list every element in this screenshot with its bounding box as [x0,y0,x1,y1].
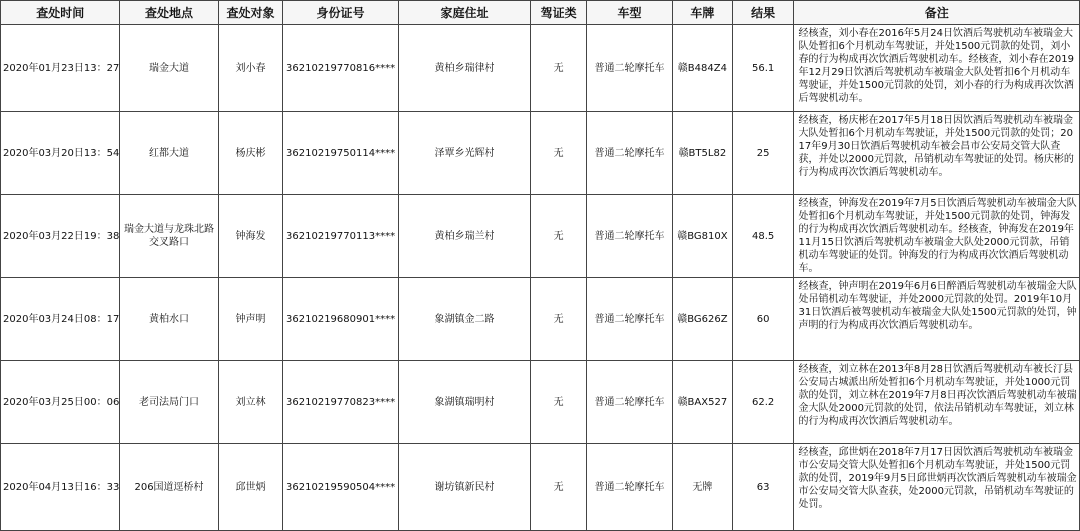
cell-time: 2020年03月22日19：38 [1,195,120,278]
table-row [1,112,1080,195]
cell-plate: 无牌 [673,444,733,531]
cell-place: 老司法局门口 [120,361,218,444]
header-person: 查处对象 [218,1,283,25]
cell-person: 杨庆彬 [218,112,283,195]
header-result: 结果 [732,1,794,25]
cell-address: 黄柏乡瑞兰村 [398,195,531,278]
cell-person: 钟声明 [218,278,283,361]
header-license-type: 驾证类 [531,1,587,25]
cell-id-number: 36210219750114**** [283,112,398,195]
cell-person: 刘小春 [218,25,283,112]
header-id-number: 身份证号 [283,1,398,25]
header-time: 查处时间 [1,1,120,25]
cell-remark: 经核查，钟海发在2019年7月5日饮酒后驾驶机动车被瑞金大队处暂扣6个月机动车驾驶证，并处1500元罚款的处罚，钟海发的行为构成再次饮酒后驾驶机动车。经核查，钟海发在2019年11月15日饮酒后驾驶机动车被瑞金大队处2000元罚款，吊销机动车驾驶证的处罚。钟海发的行为构成再次饮酒后驾驶机动车。 [794,195,1080,278]
cell-address: 泽覃乡光辉村 [398,112,531,195]
cell-license-type: 无 [531,444,587,531]
cell-address: 象湖镇金二路 [398,278,531,361]
cell-time: 2020年03月24日08：17 [1,278,120,361]
cell-plate: 赣BT5L82 [673,112,733,195]
cell-result: 60 [732,278,794,361]
header-place: 查处地点 [120,1,218,25]
cell-place: 206国道逕桥村 [120,444,218,531]
cell-place: 黄柏水口 [120,278,218,361]
cell-id-number: 36210219770113**** [283,195,398,278]
cell-id-number: 36210219770816**** [283,25,398,112]
cell-address: 象湖镇瑞明村 [398,361,531,444]
table-row [1,25,1080,112]
cell-place: 红都大道 [120,112,218,195]
cell-plate: 赣B484Z4 [673,25,733,112]
cell-result: 63 [732,444,794,531]
cell-id-number: 36210219590504**** [283,444,398,531]
cell-result: 62.2 [732,361,794,444]
cell-remark: 经核查，邱世炳在2018年7月17日因饮酒后驾驶机动车被瑞金市公安局交管大队处暂扣6个月机动车驾驶证，并处1500元罚款的处罚，2019年9月5日邱世炳再次饮酒后驾驶机动车被瑞金市公安局交管大队查获，处2000元罚款，吊销机动车驾驶证的处罚。 [794,444,1080,531]
header-vehicle-type: 车型 [587,1,673,25]
header-address: 家庭住址 [398,1,531,25]
cell-plate: 赣BG810X [673,195,733,278]
cell-remark: 经核查，刘立林在2013年8月28日饮酒后驾驶机动车被长汀县公安局古城派出所处暂扣6个月机动车驾驶证，并处1000元罚款的处罚，刘立林在2019年7月8日再次饮酒后驾驶机动车被瑞金大队处2000元罚款的处罚，依法吊销机动车驾驶证，刘立林的行为构成再次饮酒后驾驶机动车。 [794,361,1080,444]
cell-license-type: 无 [531,112,587,195]
cell-plate: 赣BG626Z [673,278,733,361]
cell-id-number: 36210219680901**** [283,278,398,361]
table-row [1,361,1080,444]
cell-vehicle-type: 普通二轮摩托车 [587,25,673,112]
cell-remark: 经核查，杨庆彬在2017年5月18日因饮酒后驾驶机动车被瑞金大队处暂扣6个月机动车驾驶证，并处1500元罚款的处罚；2017年9月30日饮酒后驾驶机动车被会昌市公安局交管大队查获，并处以2000元罚款，吊销机动车驾驶证的处罚。杨庆彬的行为构成再次饮酒后驾驶机动车。 [794,112,1080,195]
cell-license-type: 无 [531,195,587,278]
cell-license-type: 无 [531,278,587,361]
cell-result: 56.1 [732,25,794,112]
cell-place: 瑞金大道与龙珠北路交叉路口 [120,195,218,278]
cell-time: 2020年03月20日13：54 [1,112,120,195]
cell-result: 48.5 [732,195,794,278]
cell-person: 钟海发 [218,195,283,278]
cell-vehicle-type: 普通二轮摩托车 [587,112,673,195]
cell-vehicle-type: 普通二轮摩托车 [587,278,673,361]
cell-address: 谢坊镇新民村 [398,444,531,531]
cell-time: 2020年01月23日13：27 [1,25,120,112]
cell-result: 25 [732,112,794,195]
cell-vehicle-type: 普通二轮摩托车 [587,195,673,278]
cell-vehicle-type: 普通二轮摩托车 [587,444,673,531]
cell-address: 黄柏乡瑞律村 [398,25,531,112]
cell-person: 刘立林 [218,361,283,444]
cell-remark: 经核查，刘小春在2016年5月24日饮酒后驾驶机动车被瑞金大队处暂扣6个月机动车驾驶证，并处1500元罚款的处罚，刘小春的行为构成再次饮酒后驾驶机动车。经核查，刘小春在2019年12月29日饮酒后驾驶机动车被瑞金大队处暂扣6个月机动车驾驶证，并处1500元罚款的处罚，刘小春的行为构成再次饮酒后驾驶机动车。 [794,25,1080,112]
cell-vehicle-type: 普通二轮摩托车 [587,361,673,444]
table-header-row [1,1,1080,25]
cell-id-number: 36210219770823**** [283,361,398,444]
cell-person: 邱世炳 [218,444,283,531]
cell-license-type: 无 [531,361,587,444]
cell-time: 2020年04月13日16：33 [1,444,120,531]
cell-plate: 赣BAX527 [673,361,733,444]
cell-remark: 经核查，钟声明在2019年6月6日醉酒后驾驶机动车被瑞金大队处吊销机动车驾驶证，并处2000元罚款的处罚。2019年10月31日饮酒后被驾驶机动车被瑞金大队处1500元罚款的处罚，钟声明的行为构成再次饮酒后驾驶机动车。 [794,278,1080,361]
cell-time: 2020年03月25日00：06 [1,361,120,444]
table-row [1,195,1080,278]
cell-license-type: 无 [531,25,587,112]
table-row [1,278,1080,361]
header-remark: 备注 [794,1,1080,25]
cell-place: 瑞金大道 [120,25,218,112]
table-row [1,444,1080,531]
header-plate: 车牌 [673,1,733,25]
